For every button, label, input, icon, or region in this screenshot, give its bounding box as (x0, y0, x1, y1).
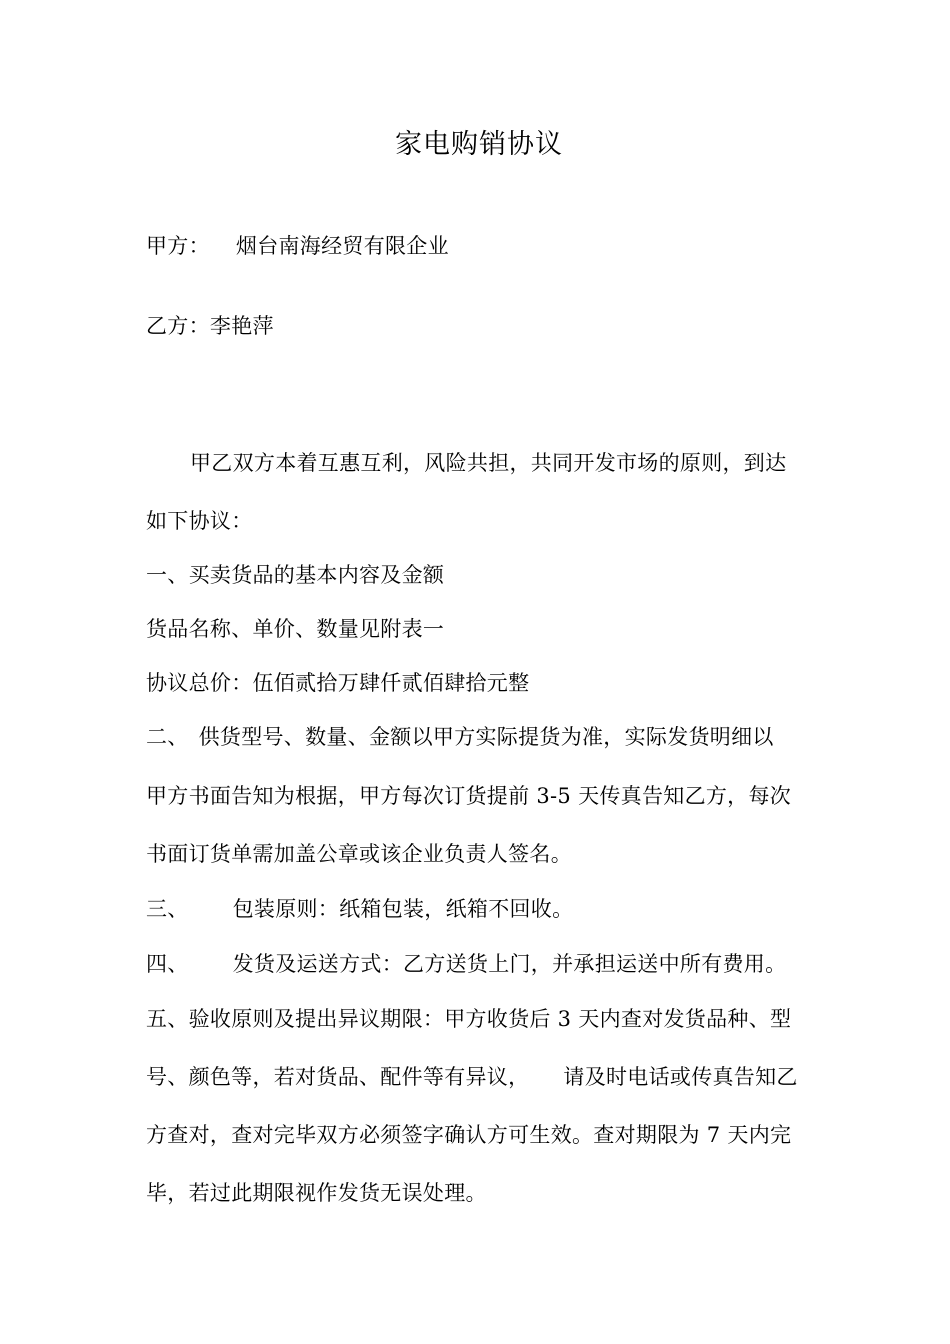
section-3-number: 三、 (146, 897, 189, 921)
section-5-text-2a: 号、颜色等，若对货品、配件等有异议， (146, 1065, 530, 1089)
section-5-line-4: 毕，若过此期限视作发货无误处理。 (146, 1181, 487, 1205)
intro-line-2: 如下协议： (146, 509, 253, 533)
section-5-line-2 (146, 1064, 798, 1090)
document-title: 家电购销协议 (395, 129, 563, 160)
section-1-line-1: 货品名称、单价、数量见附表一 (146, 617, 445, 641)
party-a-value: 烟台南海经贸有限企业 (235, 234, 449, 258)
intro-line-1: 甲乙双方本着互惠互利，风险共担，共同开发市场的原则，到达 (190, 451, 787, 475)
section-3-line (146, 896, 573, 922)
section-4-number: 四、 (146, 952, 189, 976)
section-2-line-3: 书面订货单需加盖公章或该企业负责人签名。 (146, 842, 572, 866)
section-1-line-2: 协议总价：伍佰贰拾万肆仟贰佰肆拾元整 (146, 671, 530, 695)
party-a-line (146, 233, 449, 259)
section-2-number: 二、 (146, 725, 189, 749)
section-4-text: 发货及运送方式：乙方送货上门，并承担运送中所有费用。 (232, 952, 787, 976)
section-4-line (146, 951, 786, 977)
section-2-line-1 (146, 724, 774, 750)
section-3-text: 包装原则：纸箱包装，纸箱不回收。 (232, 897, 574, 921)
section-5-line-3: 方查对，查对完毕双方必须签字确认方可生效。查对期限为 7 天内完 (146, 1123, 792, 1147)
section-2-text-1: 供货型号、数量、金额以甲方实际提货为准，实际发货明细以 (198, 725, 774, 749)
party-b-value: 李艳萍 (209, 314, 274, 338)
section-5-line-1: 五、验收原则及提出异议期限：甲方收货后 3 天内查对发货品种、型 (146, 1007, 792, 1031)
party-b-line (146, 313, 274, 339)
section-2-line-2: 甲方书面告知为根据，甲方每次订货提前 3-5 天传真告知乙方，每次 (146, 784, 792, 808)
section-5-text-2b: 请及时电话或传真告知乙 (563, 1065, 798, 1089)
party-b-label: 乙方： (146, 314, 210, 338)
party-a-label: 甲方： (146, 234, 210, 258)
section-1-heading: 一、买卖货品的基本内容及金额 (146, 563, 445, 587)
